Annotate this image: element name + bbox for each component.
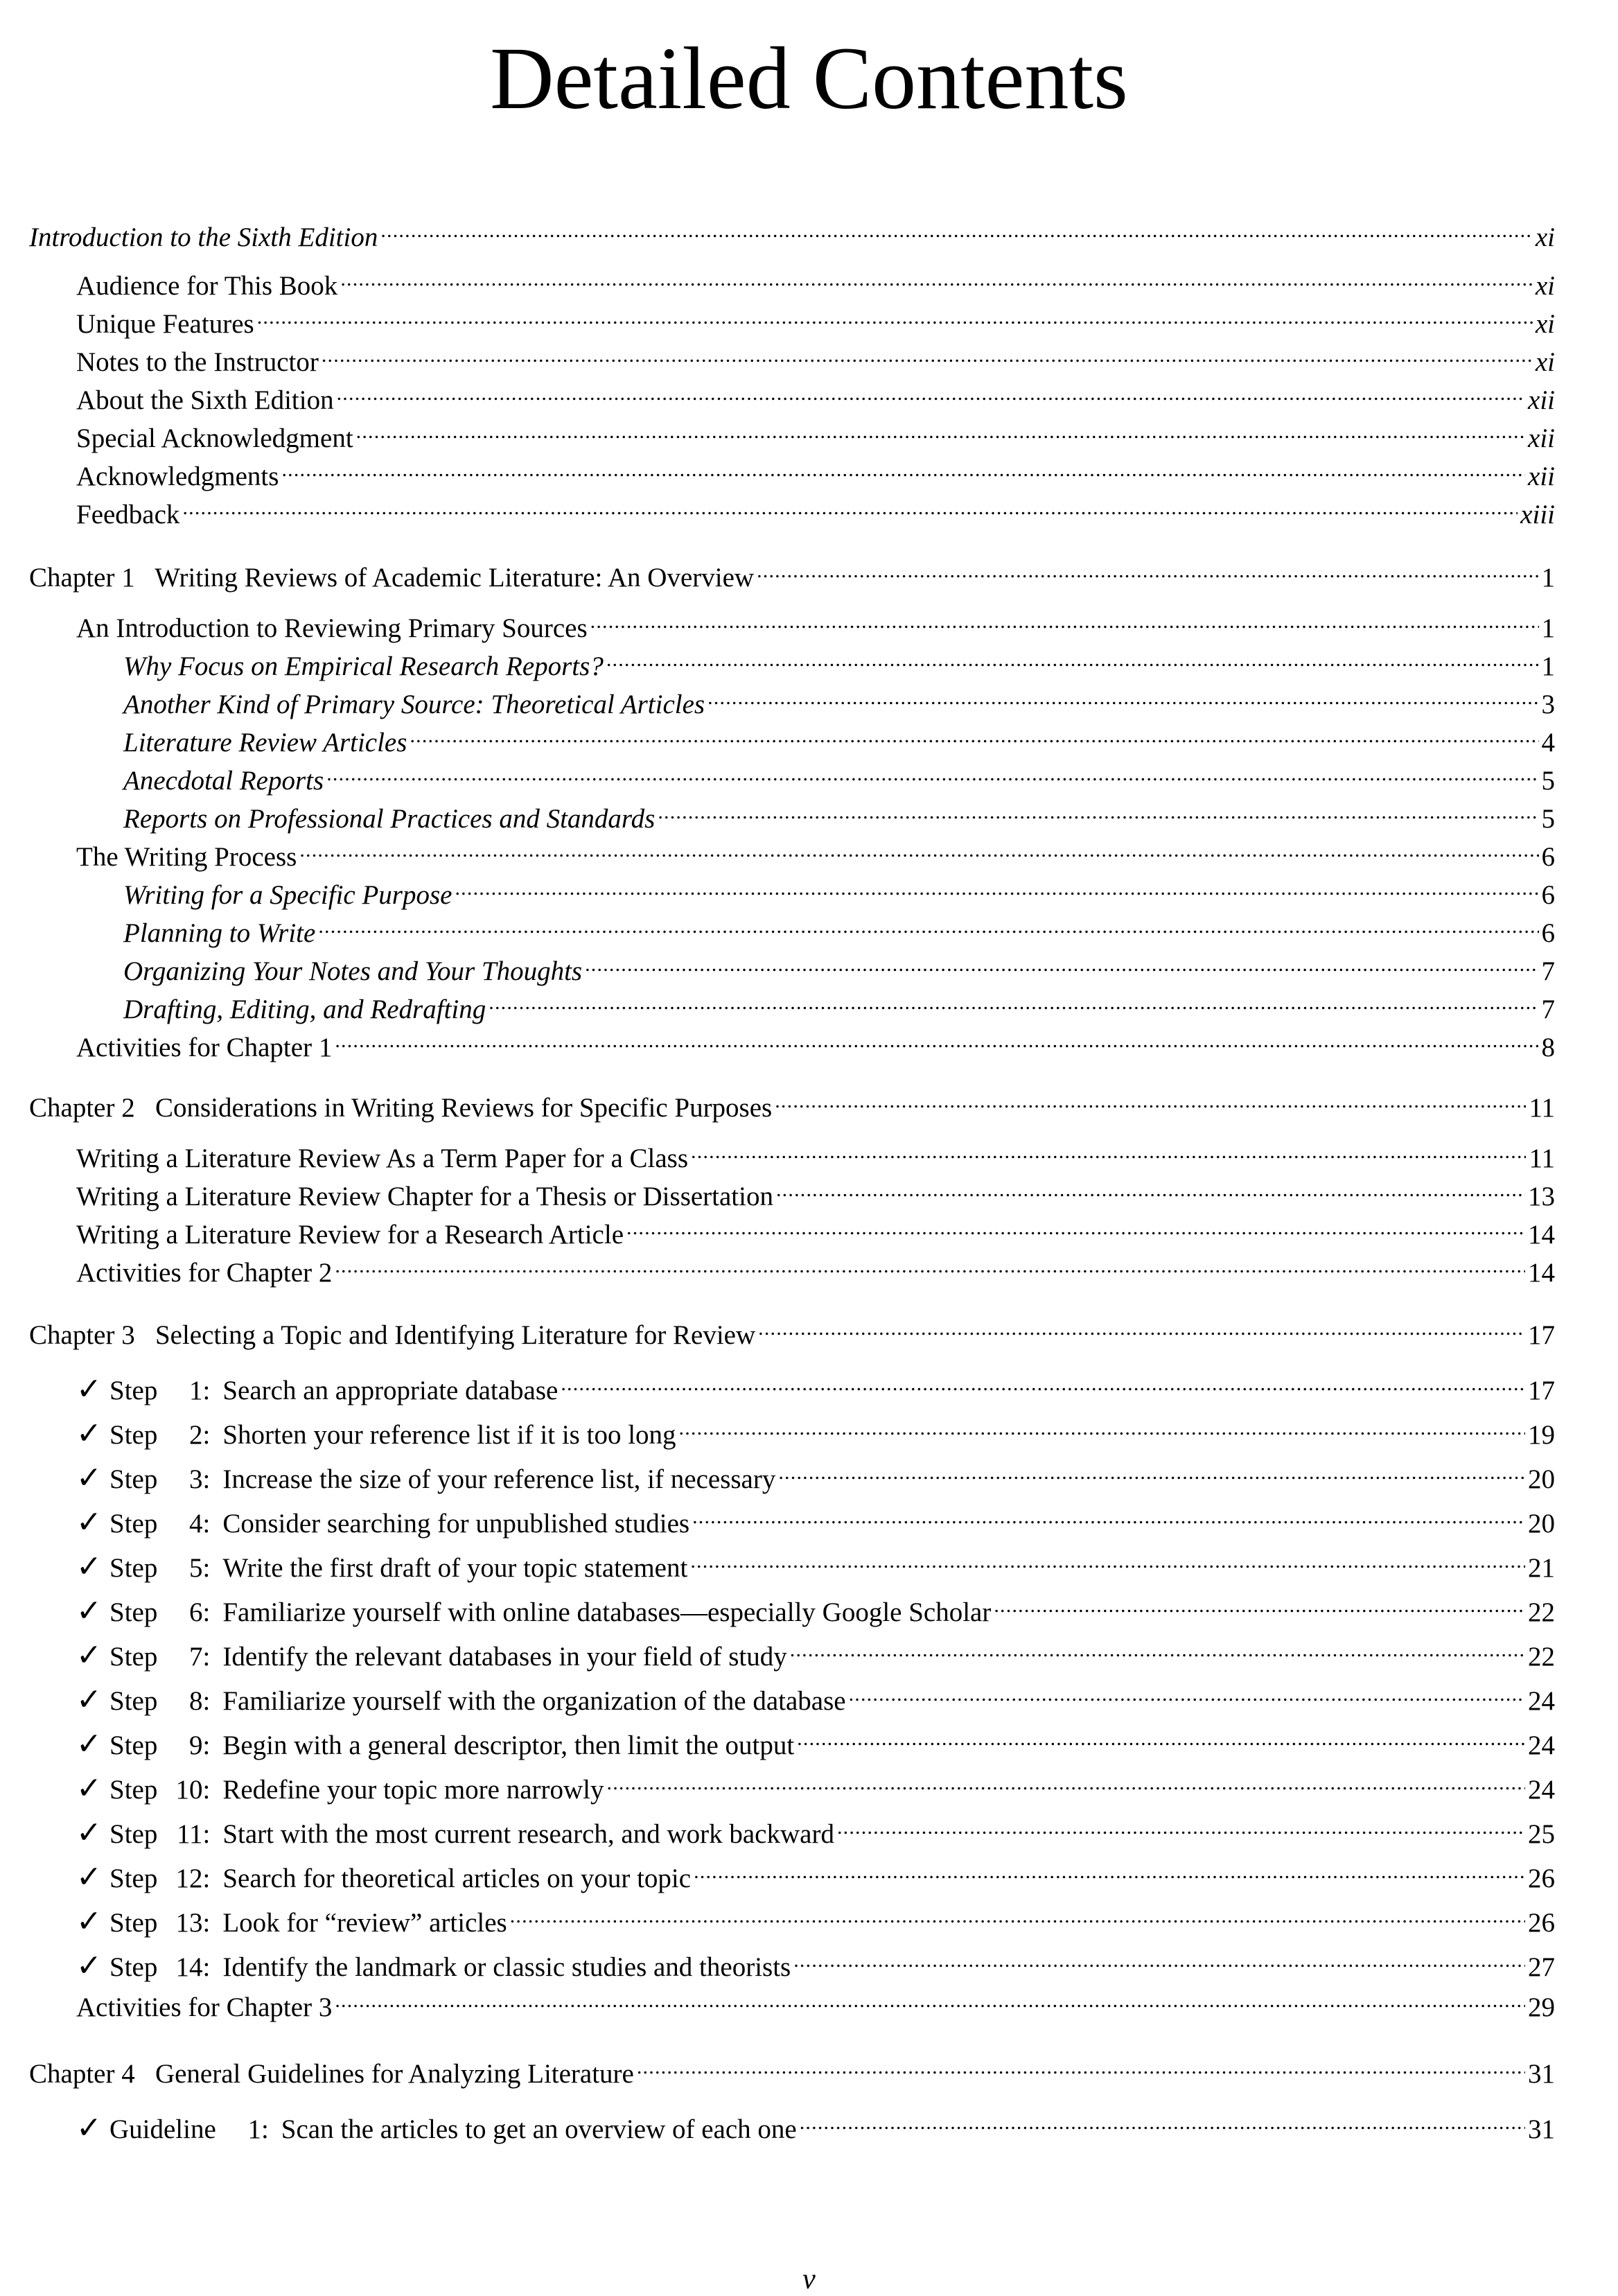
checkmark-icon: ✓	[76, 2111, 102, 2145]
toc-entry-label: Activities for Chapter 3	[76, 1992, 333, 2022]
step-number: 2:	[189, 1420, 211, 1450]
step-prefix: Step	[109, 1464, 158, 1494]
checkmark-icon: ✓	[76, 1372, 102, 1406]
toc-entry-label: Writing a Literature Review As a Term Paper for a Class	[76, 1143, 689, 1173]
dot-leader	[691, 1140, 1526, 1167]
toc-entry[interactable]	[76, 268, 1555, 304]
dot-leader	[797, 1727, 1525, 1754]
toc-entry-label: Literature Review Articles	[123, 728, 407, 757]
step-number: 13:	[175, 1908, 211, 1938]
checkmark-icon: ✓	[76, 1949, 102, 1983]
toc-entry-label: An Introduction to Reviewing Primary Sources	[76, 613, 588, 643]
toc-entry[interactable]	[76, 1216, 1555, 1252]
dot-leader	[335, 1029, 1538, 1056]
chapter-page: 11	[1529, 1093, 1555, 1123]
checkmark-icon: ✓	[76, 1683, 102, 1717]
toc-step[interactable]	[76, 1372, 1555, 1408]
toc-entry-label: Introduction to the Sixth Edition	[29, 222, 378, 252]
toc-entry-label: Activities for Chapter 1	[76, 1033, 333, 1062]
dot-leader	[849, 1683, 1525, 1710]
page-title: Detailed Contents	[490, 29, 1128, 128]
step-number: 7:	[189, 1642, 211, 1672]
toc-entry-label: Begin with a general descriptor, then limit the output	[222, 1730, 795, 1760]
toc-step[interactable]	[76, 1417, 1555, 1453]
toc-entry-label: Anecdotal Reports	[123, 766, 324, 796]
toc-step[interactable]	[76, 1461, 1555, 1497]
toc-entry-page: 29	[1528, 1992, 1555, 2022]
toc-chapter-1[interactable]	[29, 559, 1555, 595]
step-number: 9:	[189, 1730, 211, 1760]
dot-leader	[335, 1989, 1525, 2016]
step-prefix: Step	[109, 1597, 158, 1627]
dot-leader	[281, 458, 1525, 485]
chapter-title: Chapter 2 Considerations in Writing Reviews for Specific Purposes	[29, 1093, 773, 1123]
toc-entry-page: 6	[1541, 918, 1555, 948]
toc-entry-page: 19	[1528, 1420, 1555, 1450]
toc-step[interactable]	[76, 1638, 1555, 1674]
step-prefix: Step	[109, 1420, 158, 1450]
dot-leader	[410, 724, 1538, 751]
dot-leader	[607, 1771, 1526, 1798]
toc-entry-label: Special Acknowledgment	[76, 423, 353, 453]
toc-entry-label: The Writing Process	[76, 842, 297, 872]
toc-step[interactable]	[76, 1594, 1555, 1630]
toc-entry-page: 26	[1528, 1908, 1555, 1938]
toc-entry-page: 17	[1528, 1376, 1555, 1405]
toc-entry-page: xii	[1528, 462, 1555, 491]
guideline-number: 1:	[247, 2114, 269, 2144]
toc-entry-label: Audience for This Book	[76, 271, 338, 301]
toc-subentry[interactable]	[123, 800, 1555, 836]
chapter-page: 17	[1528, 1320, 1555, 1350]
toc-subentry[interactable]	[123, 648, 1555, 684]
step-prefix: Step	[109, 1642, 158, 1672]
toc-step[interactable]	[76, 1505, 1555, 1541]
toc-entry[interactable]	[76, 496, 1555, 532]
step-prefix: Step	[109, 1686, 158, 1716]
toc-entry-page: 21	[1528, 1553, 1555, 1583]
toc-entry-page: 31	[1528, 2114, 1555, 2144]
toc-entry-page: 1	[1541, 651, 1555, 681]
toc-entry-page: xi	[1535, 347, 1555, 377]
dot-leader	[790, 1638, 1525, 1665]
step-prefix: Step	[109, 1730, 158, 1760]
toc-entry-label: Writing a Literature Review for a Research Article	[76, 1220, 624, 1250]
toc-entry-page: xii	[1528, 423, 1555, 453]
checkmark-icon: ✓	[76, 1816, 102, 1850]
checkmark-icon: ✓	[76, 1638, 102, 1672]
toc-entry-page: 22	[1528, 1597, 1555, 1627]
toc-entry-page: 6	[1541, 842, 1555, 872]
toc-subentry[interactable]	[123, 991, 1555, 1027]
toc-entry[interactable]	[76, 839, 1555, 875]
dot-leader	[489, 991, 1538, 1018]
dot-leader	[679, 1417, 1525, 1444]
dot-leader	[694, 1860, 1525, 1887]
checkmark-icon: ✓	[76, 1594, 102, 1628]
toc-entry-page: 24	[1528, 1775, 1555, 1805]
toc-entry-label: Familiarize yourself with the organization of the database	[222, 1686, 846, 1716]
dot-leader	[335, 1254, 1525, 1281]
toc-entry-label: Shorten your reference list if it is too long	[222, 1420, 676, 1450]
dot-leader	[690, 1550, 1525, 1577]
dot-leader	[626, 1216, 1525, 1243]
toc-entry[interactable]	[76, 1140, 1555, 1176]
toc-subentry[interactable]	[123, 724, 1555, 760]
dot-leader	[257, 306, 1533, 333]
toc-entry[interactable]	[76, 382, 1555, 418]
toc-entry-label: Another Kind of Primary Source: Theoretical Articles	[123, 690, 705, 719]
checkmark-icon: ✓	[76, 1550, 102, 1584]
dot-leader	[561, 1372, 1525, 1399]
toc-entry-page: 3	[1541, 690, 1555, 719]
checkmark-icon: ✓	[76, 1417, 102, 1451]
toc-entry-page: 4	[1541, 728, 1555, 757]
step-number: 3:	[189, 1464, 211, 1494]
dot-leader	[585, 953, 1538, 980]
dot-leader	[775, 1089, 1526, 1116]
toc-entry-label: Unique Features	[76, 309, 254, 339]
step-prefix: Step	[109, 1864, 158, 1893]
toc-step[interactable]	[76, 1860, 1555, 1896]
step-number: 6:	[189, 1597, 211, 1627]
toc-entry-label: Redefine your topic more narrowly	[222, 1775, 604, 1805]
toc-entry-label: Activities for Chapter 2	[76, 1258, 333, 1288]
dot-leader	[510, 1904, 1525, 1931]
toc-entry-label: Start with the most current research, and work backward	[222, 1819, 834, 1849]
toc-entry[interactable]	[76, 1029, 1555, 1065]
toc-entry[interactable]	[76, 1989, 1555, 2025]
toc-subentry[interactable]	[123, 953, 1555, 989]
dot-leader	[707, 686, 1538, 713]
toc-guideline[interactable]	[76, 2111, 1555, 2147]
dot-leader	[758, 1317, 1525, 1344]
step-prefix: Step	[109, 1952, 158, 1982]
toc-entry-label: Familiarize yourself with online databases—especially Google Scholar	[222, 1597, 992, 1627]
chapter-title: Chapter 4 General Guidelines for Analyzing Literature	[29, 2059, 634, 2089]
dot-leader	[658, 800, 1538, 827]
step-number: 4:	[189, 1509, 211, 1539]
toc-step[interactable]	[76, 1771, 1555, 1807]
toc-entry-page: 26	[1528, 1864, 1555, 1893]
toc-step[interactable]	[76, 1727, 1555, 1763]
toc-entry-page: 8	[1541, 1033, 1555, 1062]
dot-leader	[837, 1816, 1525, 1843]
toc-entry-label: Search for theoretical articles on your topic	[222, 1864, 692, 1893]
dot-leader	[757, 559, 1538, 586]
dot-leader	[692, 1505, 1525, 1532]
toc-entry-label: Why Focus on Empirical Research Reports?	[123, 651, 604, 681]
page-number: v	[802, 2263, 816, 2295]
checkmark-icon: ✓	[76, 1771, 102, 1805]
dot-leader	[994, 1594, 1525, 1621]
toc-chapter-4[interactable]	[29, 2056, 1555, 2092]
toc-entry-page: 20	[1528, 1464, 1555, 1494]
toc-entry-label: Scan the articles to get an overview of each one	[281, 2114, 797, 2144]
step-prefix: Step	[109, 1553, 158, 1583]
dot-leader	[778, 1461, 1525, 1488]
toc-entry-label: Identify the landmark or classic studies and theorists	[222, 1952, 791, 1982]
dot-leader	[182, 496, 1518, 523]
toc-entry-page: 24	[1528, 1686, 1555, 1716]
toc-entry-page: 20	[1528, 1509, 1555, 1539]
toc-step[interactable]	[76, 1949, 1555, 1985]
dot-leader	[356, 420, 1525, 447]
checkmark-icon: ✓	[76, 1727, 102, 1761]
toc-entry-page: 5	[1541, 804, 1555, 834]
toc-entry-label: Drafting, Editing, and Redrafting	[123, 994, 486, 1024]
toc-entry-page: 14	[1528, 1220, 1555, 1250]
dot-leader	[606, 648, 1539, 675]
dot-leader	[318, 915, 1538, 942]
toc-entry-label: Writing a Literature Review Chapter for a Thesis or Dissertation	[76, 1182, 773, 1211]
toc-entry-page: 22	[1528, 1642, 1555, 1672]
toc-entry-label: Organizing Your Notes and Your Thoughts	[123, 956, 583, 986]
toc-entry[interactable]	[76, 420, 1555, 456]
toc-entry-label: Write the first draft of your topic statement	[222, 1553, 688, 1583]
toc-entry-label: Feedback	[76, 500, 180, 529]
toc-entry-label: Increase the size of your reference list, if necessary	[222, 1464, 776, 1494]
step-number: 14:	[175, 1952, 211, 1982]
chapter-title: Chapter 3 Selecting a Topic and Identifying Literature for Review	[29, 1320, 756, 1350]
toc-step[interactable]	[76, 1550, 1555, 1586]
toc-entry-label: Notes to the Instructor	[76, 347, 319, 377]
checkmark-icon: ✓	[76, 1860, 102, 1894]
step-number: 11:	[176, 1819, 211, 1849]
toc-chapter-2[interactable]	[29, 1089, 1555, 1125]
toc-entry[interactable]	[76, 1254, 1555, 1290]
step-number: 5:	[189, 1553, 211, 1583]
toc-entry-page: 5	[1541, 766, 1555, 796]
toc-entry-page: 25	[1528, 1819, 1555, 1849]
dot-leader	[455, 877, 1538, 904]
toc-subentry[interactable]	[123, 686, 1555, 722]
dot-leader	[337, 382, 1525, 409]
toc-entry-page: 1	[1541, 613, 1555, 643]
chapter-title: Chapter 1 Writing Reviews of Academic Literature: An Overview	[29, 563, 755, 593]
toc-entry-page: xi	[1535, 271, 1555, 301]
toc-entry-page: xi	[1535, 309, 1555, 339]
toc-entry-page: 14	[1528, 1258, 1555, 1288]
toc-entry-page: 24	[1528, 1730, 1555, 1760]
toc-step[interactable]	[76, 1904, 1555, 1940]
toc-entry[interactable]	[76, 344, 1555, 380]
dot-leader	[380, 219, 1533, 246]
step-prefix: Step	[109, 1819, 158, 1849]
dot-leader	[299, 839, 1538, 866]
toc-entry-label: Planning to Write	[123, 918, 316, 948]
checkmark-icon: ✓	[76, 1505, 102, 1539]
toc-entry-label: Writing for a Specific Purpose	[123, 880, 452, 910]
toc-chapter-3[interactable]	[29, 1317, 1555, 1353]
dot-leader	[776, 1178, 1525, 1205]
checkmark-icon: ✓	[76, 1904, 102, 1938]
toc-entry-label: Consider searching for unpublished studies	[222, 1509, 690, 1539]
step-number: 1:	[189, 1376, 211, 1405]
toc-entry-label: Identify the relevant databases in your field of study	[222, 1642, 787, 1672]
toc-entry-page: 27	[1528, 1952, 1555, 1982]
toc-entry-page: xi	[1535, 222, 1555, 252]
toc-entry-page: 6	[1541, 880, 1555, 910]
toc-entry-label: Look for “review” articles	[222, 1908, 507, 1938]
dot-leader	[590, 610, 1539, 637]
step-number: 12:	[175, 1864, 211, 1893]
step-prefix: Step	[109, 1775, 158, 1805]
toc-entry-label: Search an appropriate database	[222, 1376, 559, 1405]
dot-leader	[340, 268, 1533, 295]
toc-entry-page: 13	[1528, 1182, 1555, 1211]
toc-subentry[interactable]	[123, 877, 1555, 913]
toc-entry-introduction[interactable]	[29, 219, 1555, 255]
toc-entry-page: 11	[1529, 1143, 1555, 1173]
step-prefix: Step	[109, 1509, 158, 1539]
step-prefix: Step	[109, 1908, 158, 1938]
toc-entry-label: About the Sixth Edition	[76, 385, 334, 415]
dot-leader	[326, 762, 1538, 789]
step-number: 8:	[189, 1686, 211, 1716]
dot-leader	[637, 2056, 1525, 2083]
chapter-page: 31	[1528, 2059, 1555, 2089]
chapter-page: 1	[1541, 563, 1555, 593]
checkmark-icon: ✓	[76, 1461, 102, 1495]
toc-subentry[interactable]	[123, 915, 1555, 951]
toc-entry-page: xiii	[1520, 500, 1555, 529]
toc-entry-page: 7	[1541, 956, 1555, 986]
toc-entry-page: xii	[1528, 385, 1555, 415]
toc-subentry[interactable]	[123, 762, 1555, 798]
dot-leader	[800, 2111, 1525, 2138]
step-prefix: Step	[109, 1376, 158, 1405]
guideline-prefix: Guideline	[109, 2114, 216, 2144]
toc-entry-page: 7	[1541, 994, 1555, 1024]
toc-step[interactable]	[76, 1683, 1555, 1719]
step-number: 10:	[175, 1775, 211, 1805]
toc-entry[interactable]	[76, 306, 1555, 342]
dot-leader	[793, 1949, 1525, 1976]
toc-entry[interactable]	[76, 1178, 1555, 1214]
toc-entry[interactable]	[76, 610, 1555, 646]
dot-leader	[322, 344, 1533, 371]
toc-entry-label: Reports on Professional Practices and Standards	[123, 804, 656, 834]
toc-entry-label: Acknowledgments	[76, 462, 279, 491]
toc-entry[interactable]	[76, 458, 1555, 494]
toc-step[interactable]	[76, 1816, 1555, 1852]
